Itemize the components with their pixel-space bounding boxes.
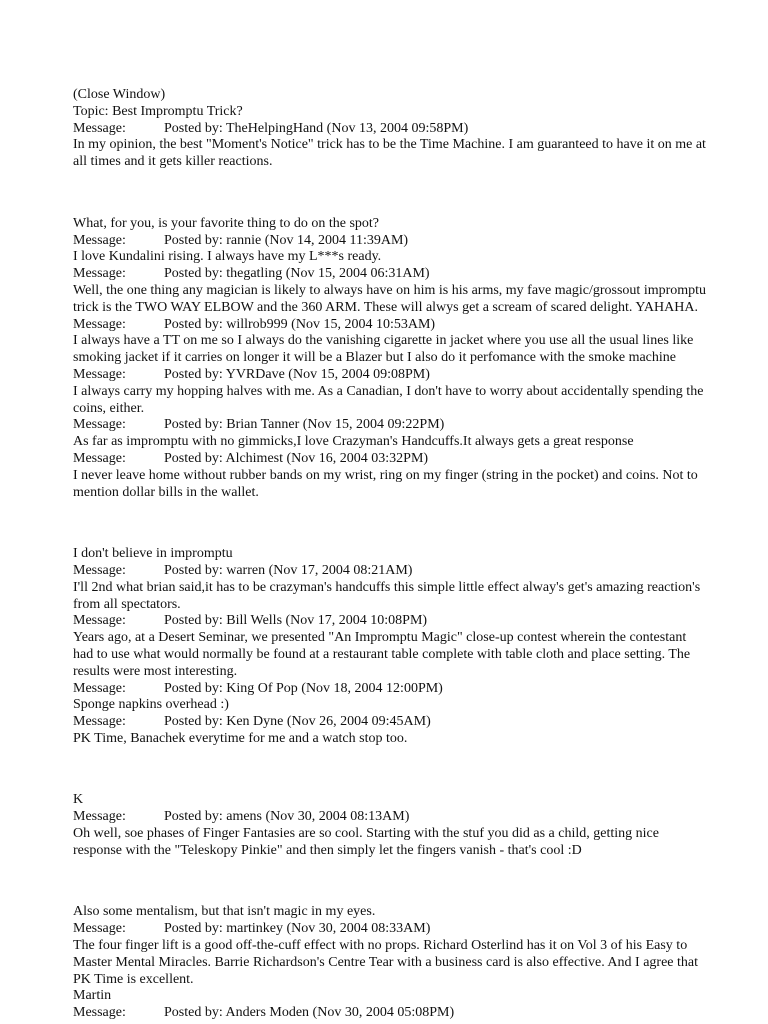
post-text: Also some mentalism, but that isn't magic in my eyes. — [73, 904, 376, 920]
blank-line — [73, 185, 708, 202]
message-label: Message: — [73, 1005, 126, 1021]
post — [73, 317, 708, 367]
post-text: I never leave home without rubber bands on my wrist, ring on my finger (string in the pocket) and coins. Not to mention dollar bills in the wallet. — [73, 467, 698, 500]
post-header — [73, 563, 708, 580]
post-header — [73, 1005, 708, 1022]
message-label: Message: — [73, 316, 126, 332]
post-text: What, for you, is your favorite thing to do on the spot? — [73, 215, 379, 231]
post-header — [73, 367, 708, 384]
post-text: As far as impromptu with no gimmicks,I love Crazyman's Handcuffs.It always gets a great response — [73, 434, 634, 450]
post — [73, 921, 708, 1005]
post-text: I don't believe in impromptu — [73, 546, 233, 562]
post-header — [73, 233, 708, 250]
post-text: I love Kundalini rising. I always have my L***s ready. — [73, 249, 382, 265]
message-label: Message: — [73, 120, 126, 136]
message-label: Message: — [73, 680, 126, 696]
post-header — [73, 714, 708, 731]
post — [73, 1005, 708, 1022]
post-header — [73, 681, 708, 698]
post — [73, 613, 708, 680]
post-list — [73, 121, 708, 1022]
post-text: PK Time, Banachek everytime for me and a watch stop too. — [73, 730, 408, 746]
blank-line — [73, 762, 708, 779]
message-label: Message: — [73, 417, 126, 433]
post — [73, 367, 708, 417]
post-text: Years ago, at a Desert Seminar, we presented "An Impromptu Magic" close-up contest wherein the contestant had to use what would normally be found at a restaurant table complete with table cloth and place setting. The results were most interesting. — [73, 630, 691, 679]
blank-line — [73, 874, 708, 891]
post-header — [73, 613, 708, 630]
message-label: Message: — [73, 809, 126, 825]
message-label: Message: — [73, 562, 126, 578]
post-header — [73, 317, 708, 334]
posted-by: Posted by: martinkey (Nov 30, 2004 08:33AM) — [164, 921, 431, 937]
post-header — [73, 266, 708, 283]
post — [73, 451, 708, 563]
post-text: Sponge napkins overhead :) — [73, 697, 229, 713]
message-label: Message: — [73, 613, 126, 629]
post — [73, 563, 708, 613]
posted-by: Posted by: amens (Nov 30, 2004 08:13AM) — [164, 809, 410, 825]
post-text: I always carry my hopping halves with me. As a Canadian, I don't have to worry about accidentally spending the coins, either. — [73, 383, 704, 416]
post-text: Oh well, soe phases of Finger Fantasies are so cool. Starting with the stuf you did as a child, getting nice response with the "Teleskopy Pinkie" and then simply let the fingers vanish - that's cool :D — [73, 826, 659, 858]
message-label: Message: — [73, 714, 126, 730]
posted-by: Posted by: King Of Pop (Nov 18, 2004 12:00PM) — [164, 680, 443, 696]
post-header — [73, 809, 708, 826]
posted-by: Posted by: TheHelpingHand (Nov 13, 2004 09:58PM) — [164, 120, 469, 136]
post-header — [73, 121, 708, 138]
message-label: Message: — [73, 450, 126, 466]
posted-by: Posted by: rannie (Nov 14, 2004 11:39AM) — [164, 232, 409, 248]
close-window-link[interactable]: (Close Window) — [73, 87, 166, 102]
posted-by: Posted by: YVRDave (Nov 15, 2004 09:08PM) — [164, 366, 430, 382]
post-text: I always have a TT on me so I always do the vanishing cigarette in jacket where you use all the usual lines like smoking jacket if it carries on longer it will be a Blazer but I also do it perfomance with the smoke machine — [73, 333, 694, 366]
post — [73, 809, 708, 921]
topic-title: Topic: Best Impromptu Trick? — [73, 103, 243, 119]
message-label: Message: — [73, 921, 126, 937]
posted-by: Posted by: Alchimest (Nov 16, 2004 03:32PM) — [164, 450, 429, 466]
post — [73, 121, 708, 233]
post-header — [73, 451, 708, 468]
message-label: Message: — [73, 232, 126, 248]
message-label: Message: — [73, 266, 126, 282]
post-header — [73, 921, 708, 938]
posted-by: Posted by: Brian Tanner (Nov 15, 2004 09:22PM) — [164, 417, 445, 433]
message-label: Message: — [73, 366, 126, 382]
post — [73, 266, 708, 316]
posted-by: Posted by: thegatling (Nov 15, 2004 06:31AM) — [164, 266, 430, 282]
posted-by: Posted by: Ken Dyne (Nov 26, 2004 09:45AM) — [164, 714, 431, 730]
post-text: In my opinion, the best "Moment's Notice" trick has to be the Time Machine. I am guaranteed to have it on me at all times and it gets killer reactions. — [73, 137, 706, 170]
post — [73, 714, 708, 809]
post — [73, 681, 708, 715]
posted-by: Posted by: Anders Moden (Nov 30, 2004 05:08PM) — [164, 1005, 455, 1021]
posted-by: Posted by: warren (Nov 17, 2004 08:21AM) — [164, 562, 413, 578]
post-text: The four finger lift is a good off-the-cuff effect with no props. Richard Osterlind has it on Vol 3 of his Easy to Master Mental Miracles. Barrie Richardson's Centre Tear with a business card is also effective. And I agree that PK Time is excellent. — [73, 938, 698, 987]
post — [73, 417, 708, 451]
posted-by: Posted by: willrob999 (Nov 15, 2004 10:53AM) — [164, 316, 436, 332]
blank-line — [73, 515, 708, 532]
post-text: Well, the one thing any magician is likely to always have on him is his arms, my fave magic/grossout impromptu trick is the TWO WAY ELBOW and the 360 ARM. These will alwys get a scream of scared delight. YAHAHA. — [73, 282, 707, 315]
post-text: I'll 2nd what brian said,it has to be crazyman's handcuffs this simple little effect alway's get's amazing reaction's from all spectators. — [73, 579, 701, 612]
post-text: K — [73, 792, 84, 808]
posted-by: Posted by: Bill Wells (Nov 17, 2004 10:08PM) — [164, 613, 428, 629]
post-header — [73, 417, 708, 434]
post — [73, 233, 708, 267]
post-text: Martin — [73, 988, 112, 1004]
